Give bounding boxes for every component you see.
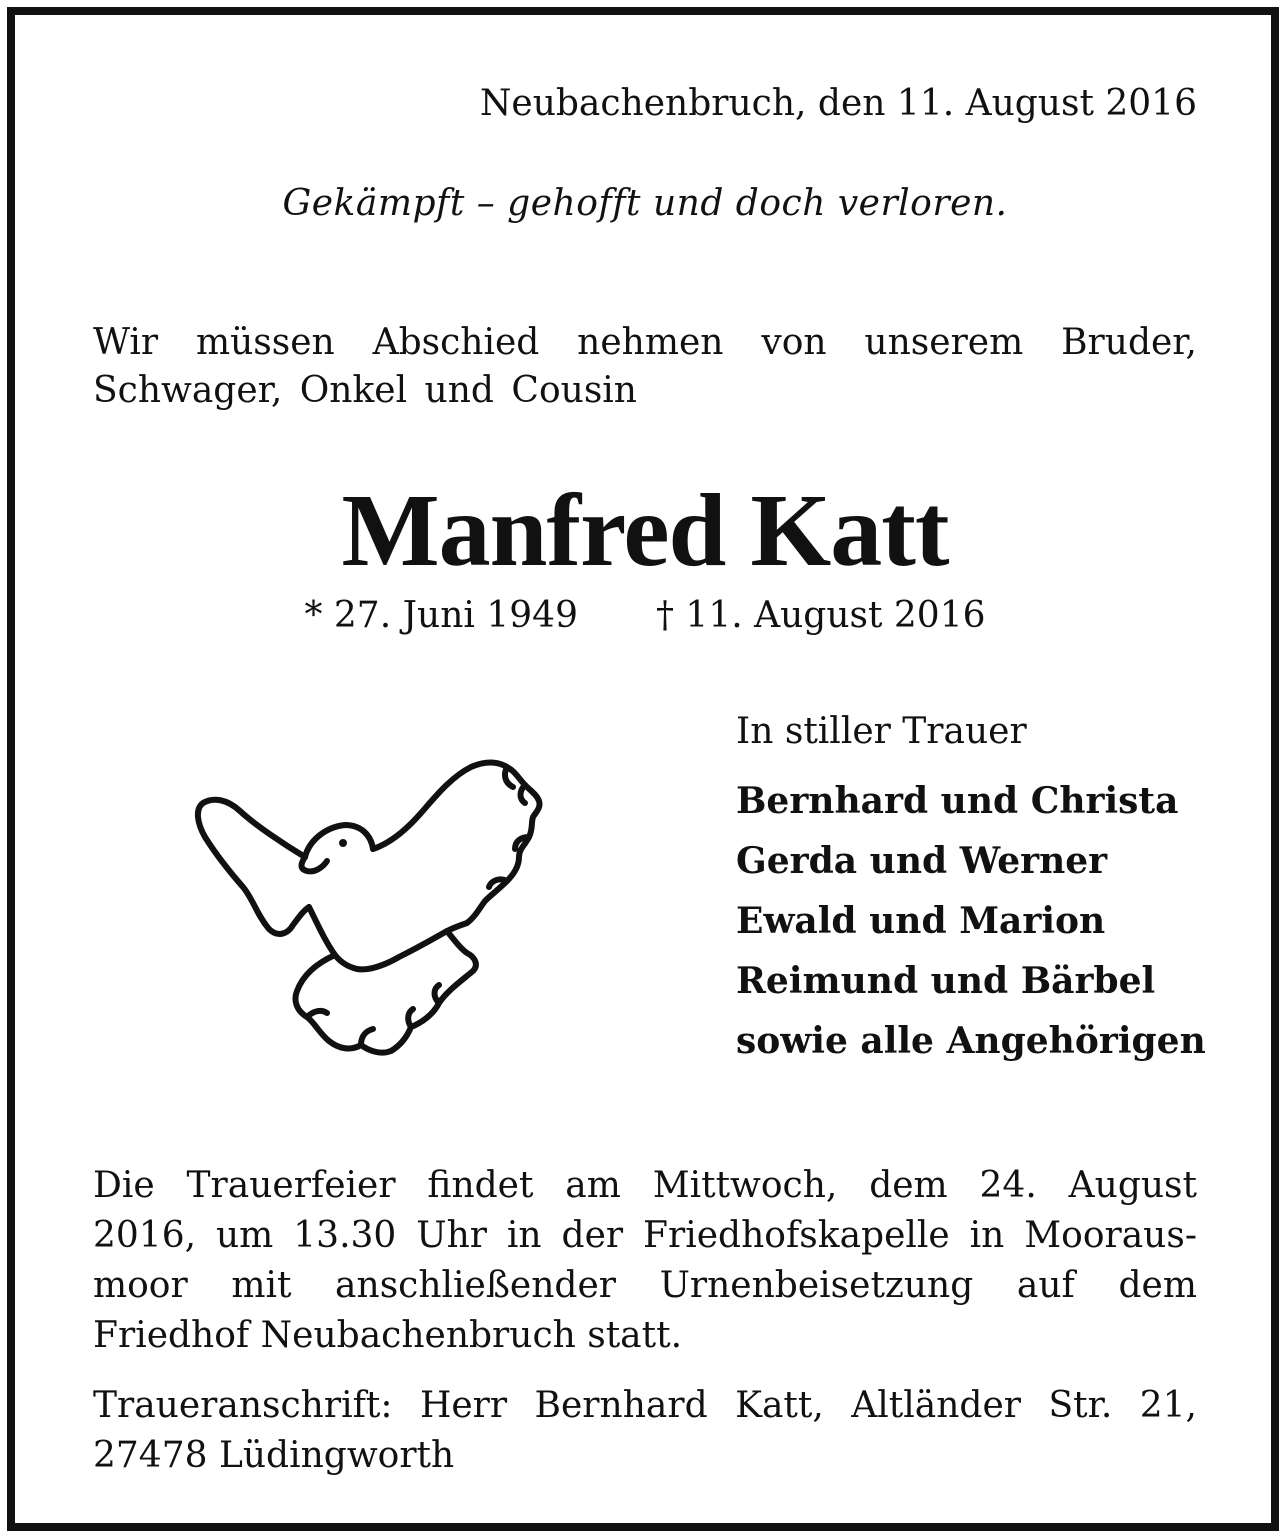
death-date: † 11. August 2016 [655,595,986,636]
intro-text [93,319,1197,415]
motto: Gekämpft – gehofft und doch verloren. [282,183,1008,224]
service-line-1: Die Trauerfeier findet am Mittwoch, dem 24. August [93,1165,1197,1206]
mourner-name: sowie alle Angehörigen [736,1020,1206,1062]
address-line-1: Traueranschrift: Herr Bernhard Katt, Altländer Str. 21, [93,1385,1197,1426]
address-line-2: 27478 Lüdingworth [93,1435,455,1476]
mourners-block [736,707,1206,1071]
life-dates [93,593,1197,639]
intro-line-1: Wir müssen Abschied nehmen von unserem Bruder, [93,322,1197,363]
obituary-frame [7,7,1279,1531]
mourner-name: Reimund und Bärbel [736,960,1156,1002]
obituary-content [93,15,1206,1523]
dove-icon [185,745,575,1065]
deceased-name: Manfred Katt [341,473,949,588]
service-line-4: Friedhof Neubachenbruch statt. [93,1315,683,1356]
service-line-3: moor mit anschließender Urnenbeisetzung auf dem [93,1265,1197,1306]
mourning-address [93,1381,1197,1481]
mourner-name: Gerda und Werner [736,840,1108,882]
mourners-lead: In stiller Trauer [736,711,1027,752]
mourner-name: Ewald und Marion [736,900,1106,942]
mourner-name: Bernhard und Christa [736,780,1179,822]
birth-date: * 27. Juni 1949 [304,595,578,636]
service-line-2: 2016, um 13.30 Uhr in der Friedhofskapelle in Mooraus- [93,1215,1197,1256]
intro-line-2: Schwager, Onkel und Cousin [93,370,637,411]
dateline: Neubachenbruch, den 11. August 2016 [479,83,1197,124]
funeral-service-text [93,1161,1197,1361]
